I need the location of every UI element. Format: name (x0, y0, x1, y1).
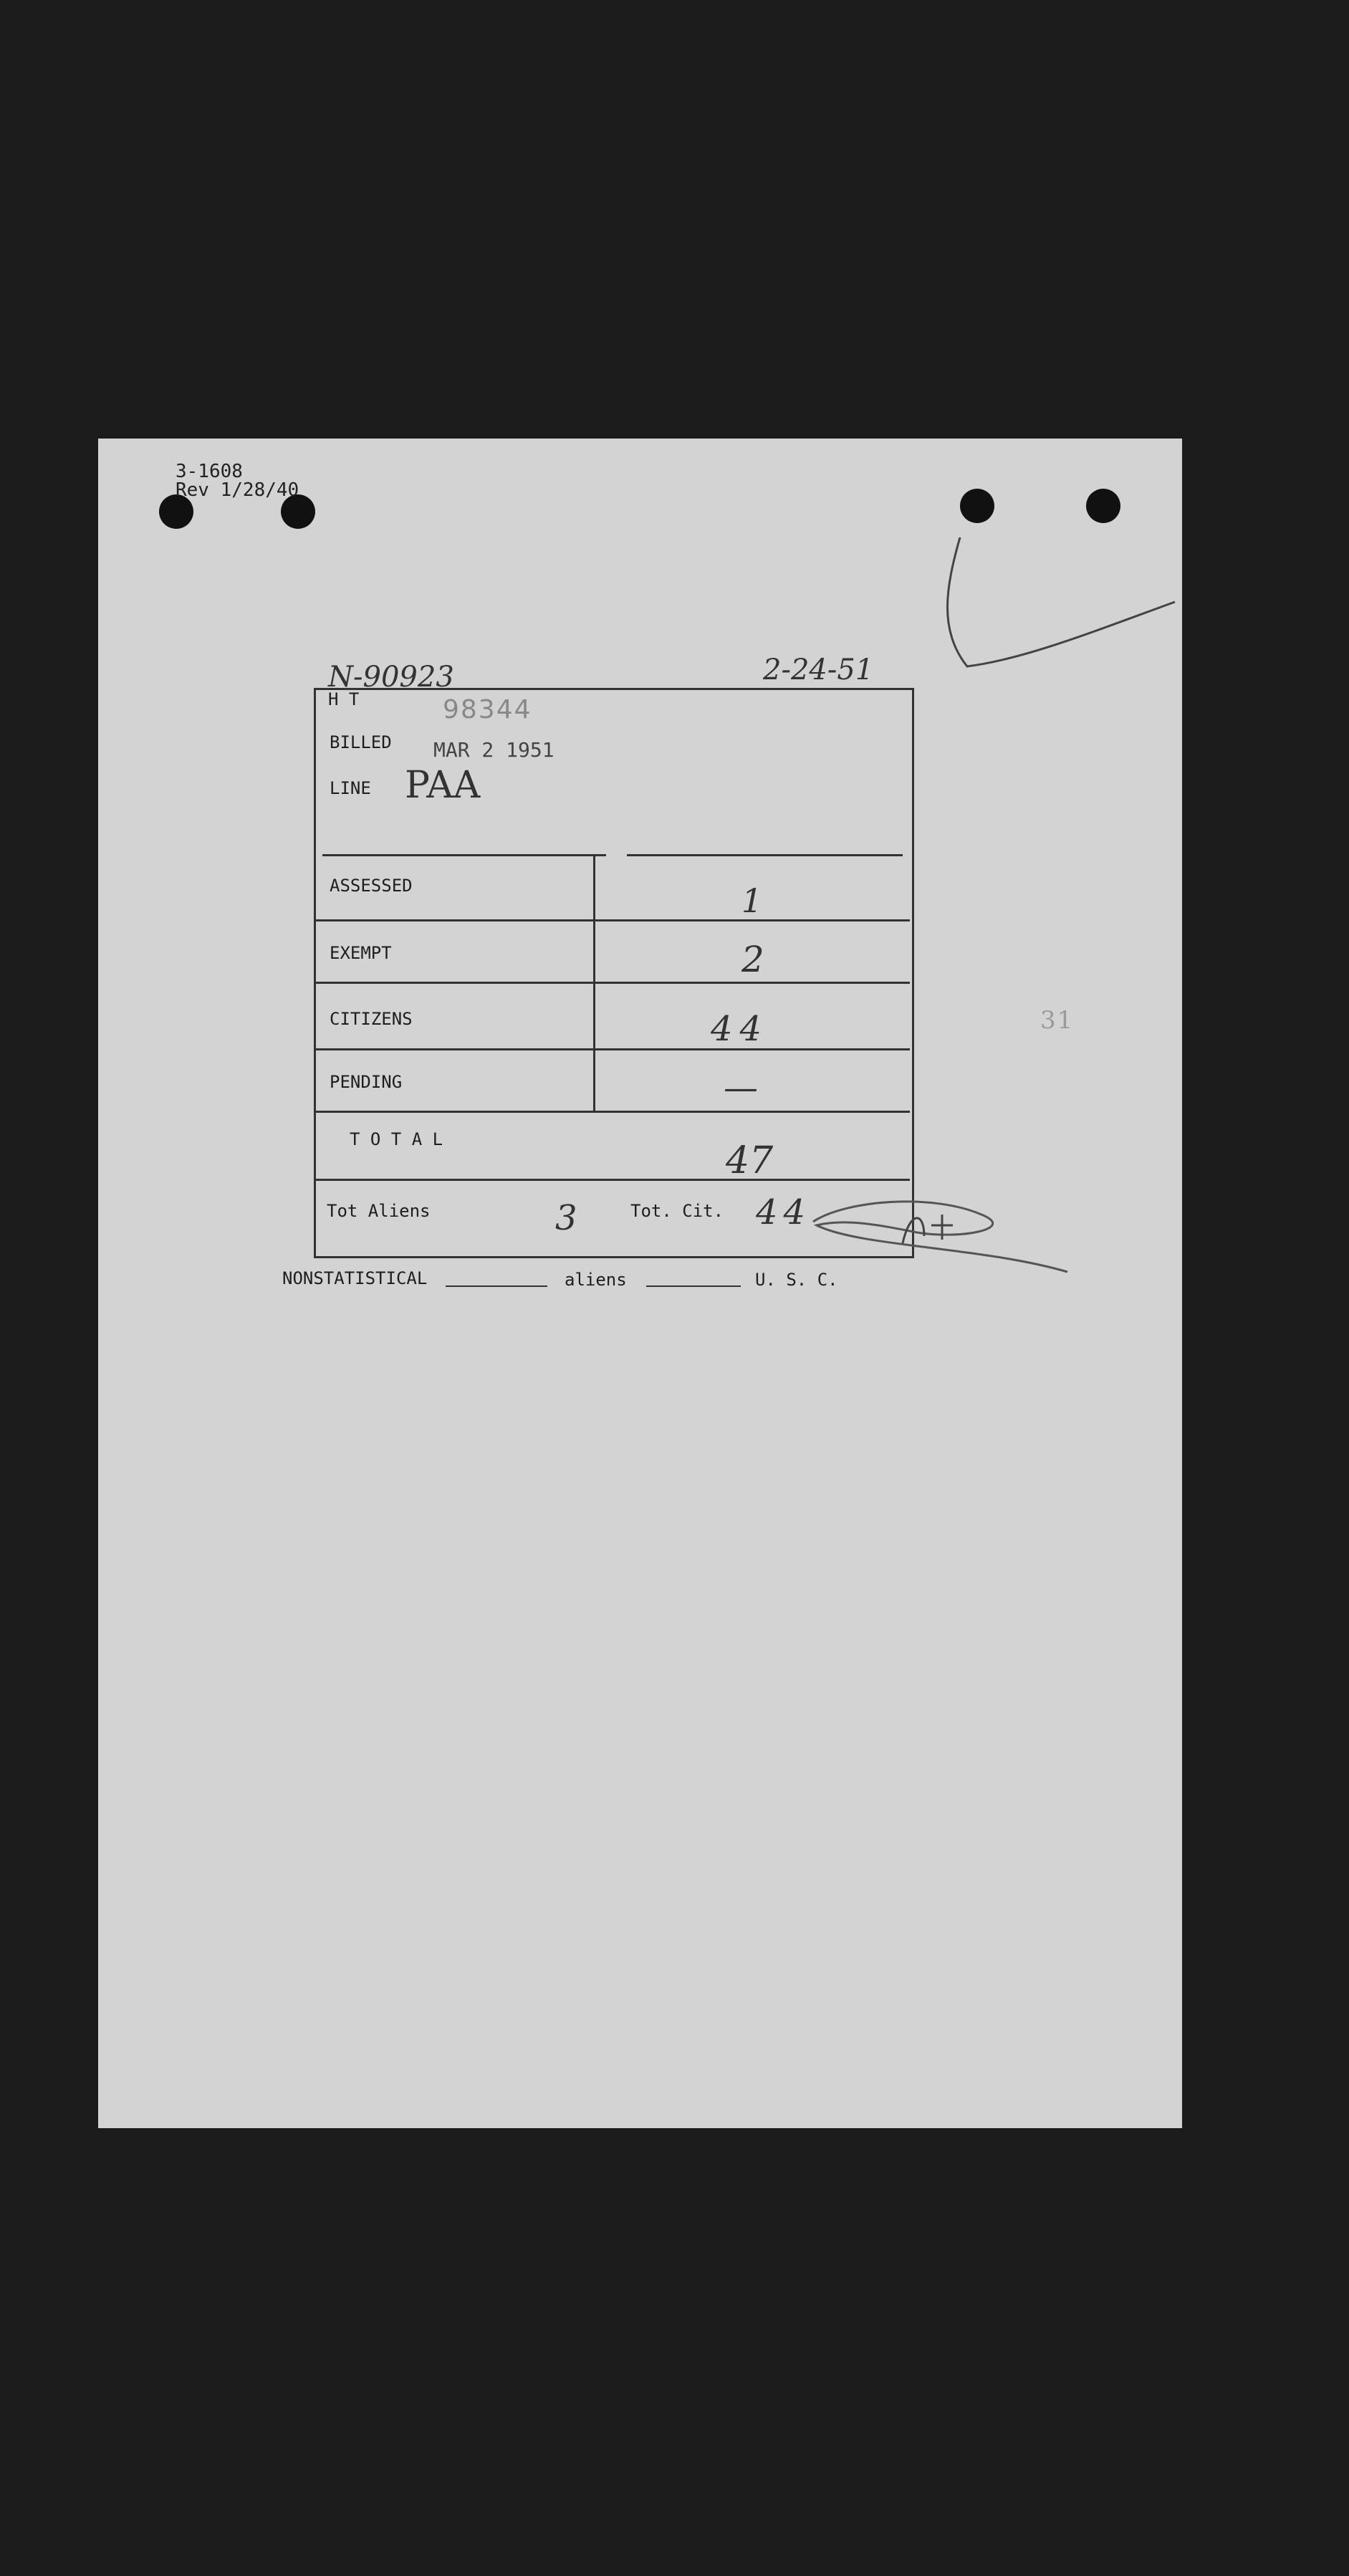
tot-aliens-label: Tot Aliens (327, 1201, 431, 1221)
row-label-citizens: CITIZENS (330, 1009, 413, 1029)
form-revision: Rev 1/28/40 (176, 479, 299, 501)
ht-stamp: 98344 (443, 695, 532, 724)
divider (316, 919, 910, 921)
total-label: T O T A L (350, 1129, 443, 1149)
file-number: N-90923 (328, 661, 454, 694)
row-value-pending: — (724, 1068, 758, 1108)
form-code (176, 462, 299, 499)
divider (316, 1048, 910, 1050)
usc-label: U. S. C. (755, 1270, 838, 1290)
divider (316, 982, 910, 984)
row-value-citizens: 44 (711, 1009, 769, 1049)
row-label-exempt: EXEMPT (330, 943, 392, 963)
line-value: PAA (405, 764, 481, 807)
nonstatistical-label: NONSTATISTICAL (282, 1268, 428, 1288)
punch-hole (960, 489, 994, 523)
blank-line (446, 1285, 547, 1287)
aliens-word: aliens (565, 1270, 627, 1290)
pencil-mark (938, 530, 1182, 674)
row-value-assessed: 1 (741, 881, 763, 920)
billed-stamp: MAR 2 1951 (433, 738, 555, 762)
divider (316, 1111, 910, 1113)
margin-number: 31 (1040, 1006, 1075, 1035)
billed-label: BILLED (330, 732, 392, 752)
column-divider (593, 856, 595, 1111)
initials-signature (802, 1189, 1089, 1283)
row-label-pending: PENDING (330, 1072, 403, 1092)
form-number: 3-1608 (176, 461, 243, 482)
punch-hole (1086, 489, 1120, 523)
row-value-exempt: 2 (741, 939, 764, 980)
tot-cit-label: Tot. Cit. (630, 1201, 724, 1221)
total-value: 47 (726, 1139, 774, 1182)
blank-line (646, 1285, 741, 1287)
divider (316, 1179, 910, 1181)
date-handwritten: 2-24-51 (763, 653, 874, 686)
tot-cit-value: 44 (756, 1192, 812, 1232)
row-label-assessed: ASSESSED (330, 876, 413, 896)
tot-aliens-value: 3 (555, 1198, 577, 1238)
divider (627, 854, 903, 856)
form-box (314, 688, 914, 1258)
ht-label: H T (328, 689, 360, 709)
divider (322, 854, 606, 856)
line-label: LINE (330, 778, 371, 798)
